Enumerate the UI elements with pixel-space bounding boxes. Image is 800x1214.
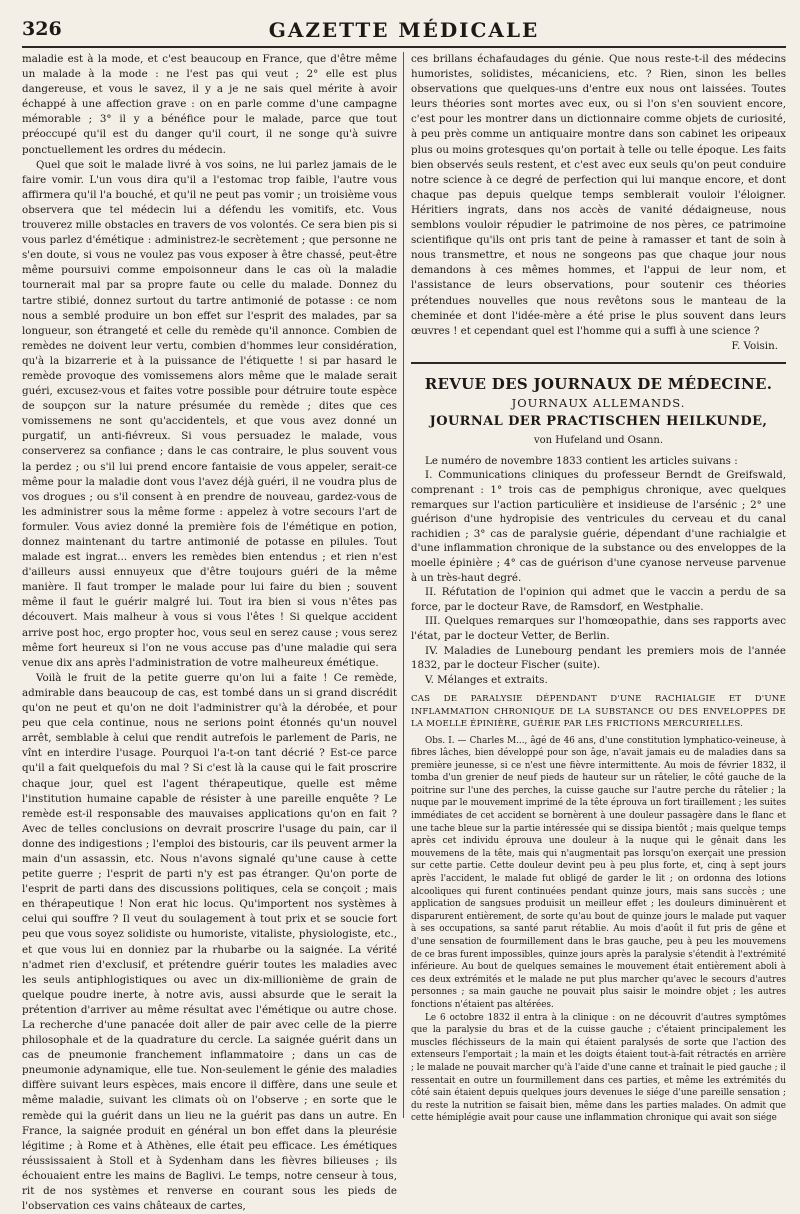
review-title: REVUE DES JOURNAUX DE MÉDECINE. [424, 374, 773, 393]
left-paragraph: maladie est à la mode, et c'est beaucoup en France, que d'être même un malade à la mode : ne l'est pas qui veut ; 2° elle est plus dangereuse, et vous le savez, il y a je ne sais quel mérite à avoir échappé à une affection grave : on en parle comme d'une campagne mémorable ; 3° il y a bénéfice pour le malade, parce que tout préoccupé qu'il est du danger qu'il court, il ne songe qu'à suivre ponctuellement les ordres du médecin. [22, 53, 397, 156]
author-signature: F. Voisin. [731, 339, 778, 352]
toc-item: I. Communications cliniques du professeur Berndt de Greifswald, comprenant : 1° trois cas de pemphigus chronique, avec quelques remarques sur l'action particulière et insidieuse de l'arsénic ; 2° une guérison d'une hydropisie des ventricules du cerveau et du canal rachidien ; 3° cas de paralysie guérie, dépendant d'une rachialgie et d'une inflammation chronique de la substance ou des enveloppes de la moelle épinière ; 4° cas de guérison d'une cyanose nerveuse parvenue à un très-haut degré. [411, 469, 786, 584]
toc-item: II. Réfutation de l'opinion qui admet que le vaccin a perdu de sa force, par le docteur Rave, de Ramsdorf, en Westphalie. [411, 586, 786, 613]
columns [22, 52, 786, 1213]
observation-paragraph: Le 6 octobre 1832 il entra à la clinique : on ne découvrit d'autres symptômes que la paralysie du bras et de la cuisse gauche ; c'étaient principalement les muscles fléchisseurs de la main qui étaient paralysés de sorte que l'action des extenseurs l'emportait ; la main et les doigts étaient tout-à-fait rétractés en arrière ; le malade ne pouvait marcher qu'à l'aide d'une canne et traînait le pied gauche ; il ressentait en outre un fourmillement dans ces parties, et même les extrémités du côté sain étaient depuis quelques jours devenues le siége d'une pareille sensation ; du reste la nutrition se faisait bien, même dans les parties malades. On admit que cette hémiplégie avait pour cause une inflammation chronique qui avait son siége [411, 1012, 786, 1124]
newspaper-page [22, 14, 786, 1213]
journal-title: GAZETTE MÉDICALE [268, 18, 540, 42]
left-column [22, 52, 397, 1213]
article-continuation: ces brillans échafaudages du génie. Que nous reste-t-il des médecins humoristes, solidistes, mécaniciens, etc. ? Rien, sinon les belles observations que quelques-uns d'entre eux nous ont laissées. Toutes leurs théories sont mortes avec eux, ou si l'on s'en souvient encore, c'est pour les montrer dans un dictionnaire comme objets de curiosité, à peu près comme un antiquaire montre dans son cabinet les oripeaux plus ou moins grotesques qu'on portait à telle ou telle époque. Les faits bien observés seuls restent, et c'est avec eux seuls qu'on peut conduire notre science à ce degré de perfection qui lui manque encore, et dont chaque pas depuis quelque temps semblerait vouloir l'éloigner. Héritiers ingrats, dans nos accès de vanité dédaigneuse, nous semblons vouloir répudier le patrimoine de nos pères, ce patrimoine scientifique qu'ils ont pris tant de peine à ramasser et tant de soin à nous transmettre, et nous ne songeons pas que chaque jour nous demandons à ces mêmes hommes, et l'appui de leur nom, et l'assistance de leurs observations, pour soutenir ces théories prétendues nouvelles que nous revêtons sous le manteau de la cheminée et dont l'idée-mère a été prise le plus souvent dans leurs œuvres ! et cependant quel est l'homme qui a suffi à une science ? [411, 53, 786, 337]
journal-name: JOURNAL DER PRACTISCHEN HEILKUNDE, [429, 413, 768, 429]
review-subtitle: JOURNAUX ALLEMANDS. [511, 395, 686, 410]
journal-authors: von Hufeland und Osann. [533, 434, 664, 446]
review-intro: Le numéro de novembre 1833 contient les articles suivans : [425, 454, 738, 467]
toc-item: IV. Maladies de Lunebourg pendant les premiers mois de l'année 1832, par le docteur Fischer (suite). [411, 644, 786, 672]
case-heading: CAS DE PARALYSIE DÉPENDANT D'UNE RACHIALGIE ET D'UNE INFLAMMATION CHRONIQUE DE LA SUBSTANCE OU DES ENVELOPPES DE LA MOELLE ÉPINIÈRE, GUÉRIE PAR LES FRICTIONS MERCURIELLES. [411, 694, 786, 730]
section-rule [411, 362, 786, 364]
page-number: 326 [22, 18, 62, 40]
page-header [22, 14, 786, 48]
left-paragraph: Quel que soit le malade livré à vos soins, ne lui parlez jamais de le faire vomir. L'un vous dira qu'il a l'estomac trop faible, l'autre vous affirmera qu'il l'a bouché, et qu'il ne peut pas vomir ; un troisième vous observera que tel médecin lui a défendu les vomitifs, etc. Vous trouverez mille obstacles en travers de vos volontés. Ce sera bien pis si vous parlez d'émétique : administrez-le secrètement ; que personne ne s'en doute, si vous ne voulez pas vous exposer à être chassé, peut-être même poursuivi comme empoisonneur dans le cas où la maladie tournerait mal par sa propre faute ou celle du malade. Donnez du tartre stibié, donnez surtout du tartre antimonié de potasse : ce nom nous a semblé produire un bon effet sur l'esprit des malades, par sa longueur, son étrangeté et celle du remède qu'il annonce. Combien de remèdes ne doivent leur vertu, combien d'hommes leur considération, qu'à la bizarrerie et à la puissance de l'étiquette ! si par hasard le remède provoque des vomissemens alors même que le malade serait guéri, excusez-vous et faites votre possible pour détruire toute espèce de soupçon sur la nature présumée du remède ; dites que ces vomissemens ne sont qu'accidentels, et que vous avez donné un purgatif, un anti-fiévreux. Si vous persuadez le malade, vous conserverez sa confiance ; dans le cas contraire, le plus souvent vous la perdez ; ou s'il lui prend encore fantaisie de vous appeler, serait-ce même pour la maladie dont vous l'avez déjà guéri, il ne voudra plus de vos drogues ; ou s'il consent à en prendre de nouveau, gardez-vous de les administrer sous la même forme : appelez à votre secours l'art de formuler. Vous aviez donné la première fois de l'émétique en potion, donnez maintenant du tartre antimonié de potasse en pilules. Tout malade est ingrat... envers les remèdes bien entendus ; et rien n'est d'ailleurs aussi ennuyeux que d'être toujours guéri de la même manière. Il faut tromper le malade pour lui faire du bien ; souvent même il faut le guérir malgré lui. Tout ira bien si vous n'êtes pas découvert. Mais malheur à vous si vous l'êtes ! Si quelque accident arrive post hoc, ergo propter hoc, vous seul en serez cause ; vous serez même fort heureux si l'on ne vous accuse pas d'une maladie qui sera venue dix ans après l'administration de votre malheureux émétique. [22, 158, 397, 669]
observation-paragraph: Obs. I. — Charles M..., âgé de 46 ans, d'une constitution lymphatico-veineuse, à fibres lâches, bien développé pour son âge, n'avait jamais eu de maladies dans sa première jeunesse, si ce n'est une fièvre intermittente. Au mois de février 1832, il tomba d'un grenier de neuf pieds de hauteur sur un râtelier, le côté gauche de la poitrine sur l'une des perches, la cuisse gauche sur l'autre perche du râtelier ; la nuque par le mouvement imprimé de la tête éprouva un fort tiraillement ; les suites immédiates de cet accident se bornèrent à une douleur passagère dans le flanc et une tache bleue sur la partie intéressée qui se dissipa bientôt ; mais quelque temps après cet individu éprouva une douleur à la nuque qui le gênait dans les mouvemens de la tête, mais qui n'augmentait pas lorsqu'on exerçait une pression sur cette partie. Cette douleur devint peu à peu plus forte, et, cinq à sept jours après l'accident, le malade fut obligé de garder le lit ; on ordonna des lotions alcooliques qui furent continuées pendant quinze jours, mais sans succès ; une application de sangsues produisit un meilleur effet ; les douleurs diminuèrent et disparurent entièrement, de sorte qu'au bout de quinze jours le malade put vaquer à ses occupations, sa santé parut rétablie. Au mois d'août il fut pris de gêne et d'une sensation de fourmillement dans le bras gauche, peu à peu les mouvemens de ce bras furent impossibles, quinze jours après la paralysie s'étendit à l'extrémité inférieure. Au bout de quelques semaines le mouvement était entièrement aboli à ces deux extrémités et le malade ne put plus marcher qu'avec le secours d'autres personnes ; sa main gauche ne pouvait plus saisir le moindre objet ; les autres fonctions n'étaient pas altérées. [411, 735, 786, 1010]
toc-item: III. Quelques remarques sur l'homœopathie, dans ses rapports avec l'état, par le docteur Vetter, de Berlin. [411, 615, 786, 642]
right-column [411, 52, 786, 1124]
left-paragraph: Voilà le fruit de la petite guerre qu'on lui a faite ! Ce remède, admirable dans beaucoup de cas, est tombé dans un si grand discrédit qu'on ne peut et qu'on ne doit l'administrer qu'à la dérobée, et pour peu que cela continue, nous ne serions point étonnés qu'un nouvel arrêt, semblable à celui que rendit autrefois le parlement de Paris, ne vînt en interdire l'usage. Pourquoi l'a-t-on tant décrié ? Est-ce parce qu'il a fait quelquefois du mal ? Si c'est là la cause qui le fait proscrire chaque jour, quel est l'agent thérapeutique, quelle est même l'institution humaine capable de résister à une pareille enquête ? Le remède est-il responsable des mauvaises applications qu'on en fait ? Avec de telles conclusions on devrait proscrire l'usage du pain, car il donne des indigestions ; l'emploi des bistouris, car ils peuvent armer la main d'un assassin, etc. Nous n'avons signalé qu'une cause à cette petite guerre ; l'esprit de parti n'y est pas étranger. Qu'on porte de l'esprit de parti dans des discussions politiques, cela se conçoit ; mais en thérapeutique ! Non erat hic locus. Qu'importent nos systèmes à celui qui souffre ? Il veut du soulagement à tout prix et se soucie fort peu que vous soyez solidiste ou humoriste, vitaliste, physiologiste, etc., et que vous lui en donniez par la rhubarbe ou la saignée. La vérité n'admet rien d'exclusif, et prétendre guérir toutes les maladies avec les seuls antiphlogistiques ou avec un dix-millionième de grain de quelque poudre inerte, à notre avis, aussi absurde que le serait la prétention d'arriver au même résultat avec l'émétique ou autre chose. La recherche d'une panacée doit aller de pair avec celle de la pierre philosophale et de la quadrature du cercle. La saignée guérit dans un cas de pneumonie franchement inflammatoire ; dans un cas de pneumonie adynamique, elle tue. Non-seulement le génie des maladies diffère suivant leurs espèces, mais encore il diffère, dans une seule et même maladie, suivant les climats où on l'observe ; en sorte que le remède qui la guérit dans un lieu ne la guérit pas dans un autre. En France, la saignée produit en général un bon effet dans la pleurésie légitime ; à Rome et à Athènes, elle était peu efficace. Les émétiques réussissaient à Stoll et à Sydenham dans les fièvres bilieuses ; ils échouaient entre les mains de Baglivi. Le temps, notre censeur à tous, rit de nos systèmes et renverse en courant sous les pieds de l'observation ces vains châteaux de cartes, [22, 671, 397, 1213]
toc-item: V. Mélanges et extraits. [425, 673, 548, 686]
column-divider [403, 52, 404, 1118]
